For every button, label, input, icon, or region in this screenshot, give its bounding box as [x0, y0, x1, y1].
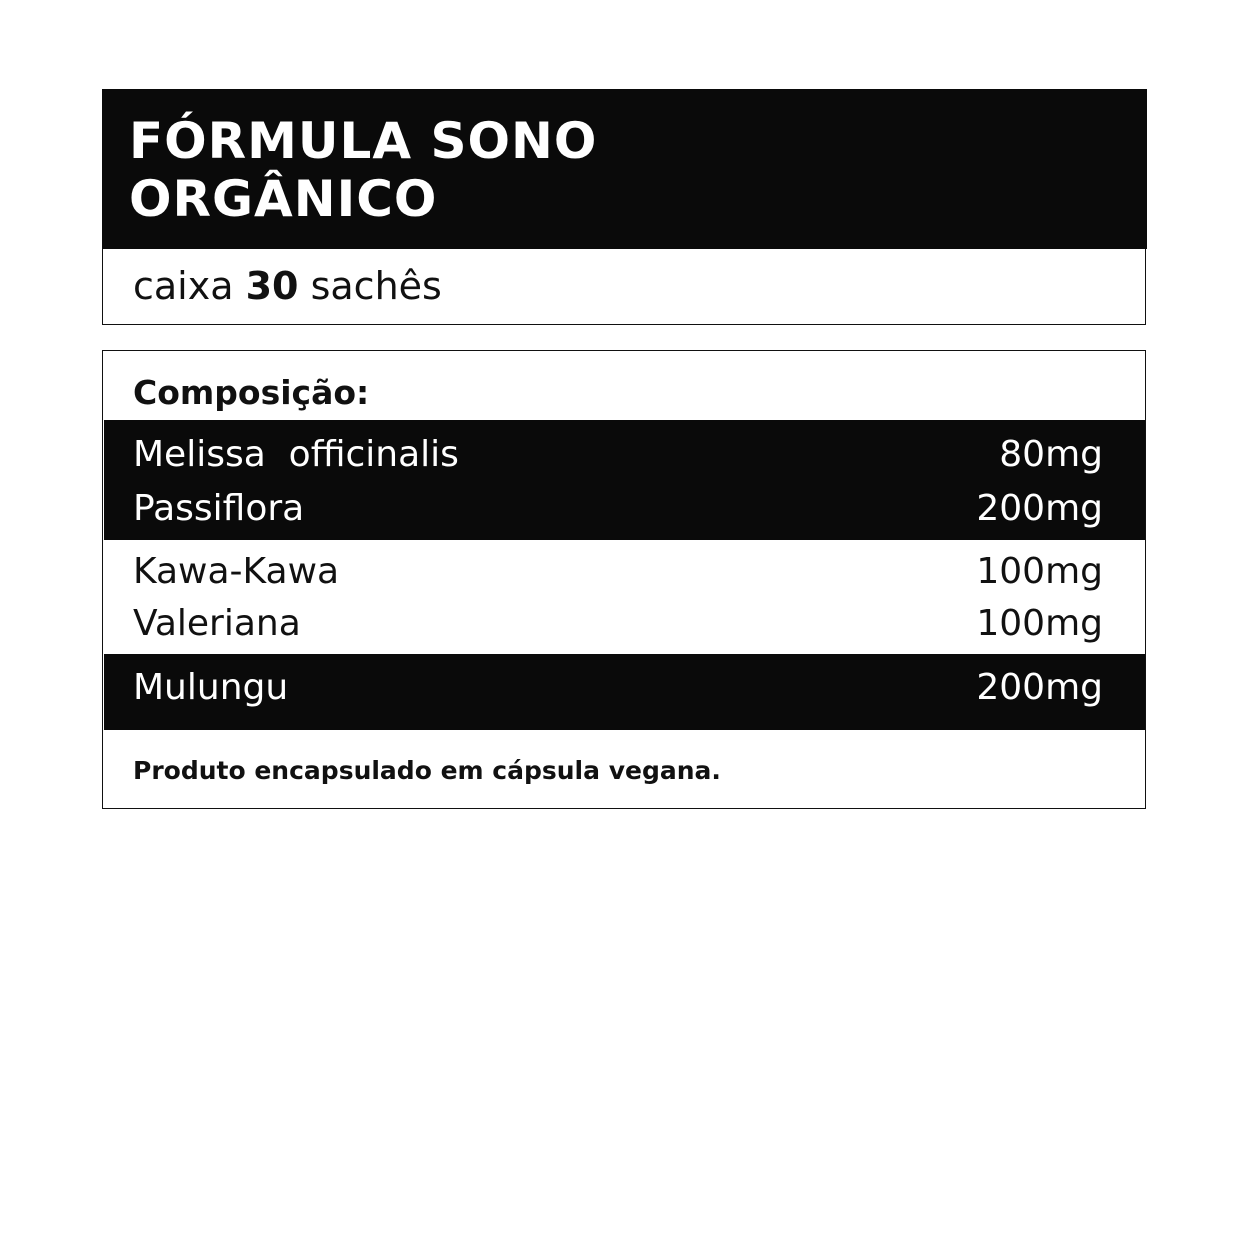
- ingredient-amount: 80mg: [999, 433, 1103, 475]
- dot-leader: [353, 549, 962, 593]
- quantity-number: 30: [245, 264, 299, 308]
- ingredient-name: Valeriana: [133, 602, 301, 644]
- dot-leader: [473, 432, 985, 476]
- quantity-prefix: caixa: [133, 264, 234, 308]
- product-title-line-2: ORGÂNICO: [129, 170, 438, 228]
- ingredient-name: Kawa-Kawa: [133, 550, 340, 592]
- ingredient-amount: 200mg: [976, 666, 1103, 708]
- quantity-suffix: sachês: [310, 264, 442, 308]
- ingredient-name: Mulungu: [133, 666, 289, 708]
- ingredient-row: [133, 486, 1103, 530]
- ingredient-row: [133, 665, 1103, 709]
- ingredient-amount: 200mg: [976, 487, 1103, 529]
- ingredient-row: [133, 549, 1103, 593]
- ingredient-name: Passiflora: [133, 487, 305, 529]
- dot-leader: [318, 486, 962, 530]
- ingredient-amount: 100mg: [976, 602, 1103, 644]
- product-title-line-1: FÓRMULA SONO: [129, 112, 598, 170]
- package-quantity: [133, 264, 442, 308]
- dot-leader: [315, 601, 963, 645]
- composition-heading: Composição:: [133, 373, 370, 412]
- ingredient-name: Melissa officinalis: [133, 433, 459, 475]
- ingredient-row: [133, 432, 1103, 476]
- composition-footnote: Produto encapsulado em cápsula vegana.: [133, 756, 721, 785]
- dot-leader: [302, 665, 962, 709]
- ingredient-row: [133, 601, 1103, 645]
- ingredient-amount: 100mg: [976, 550, 1103, 592]
